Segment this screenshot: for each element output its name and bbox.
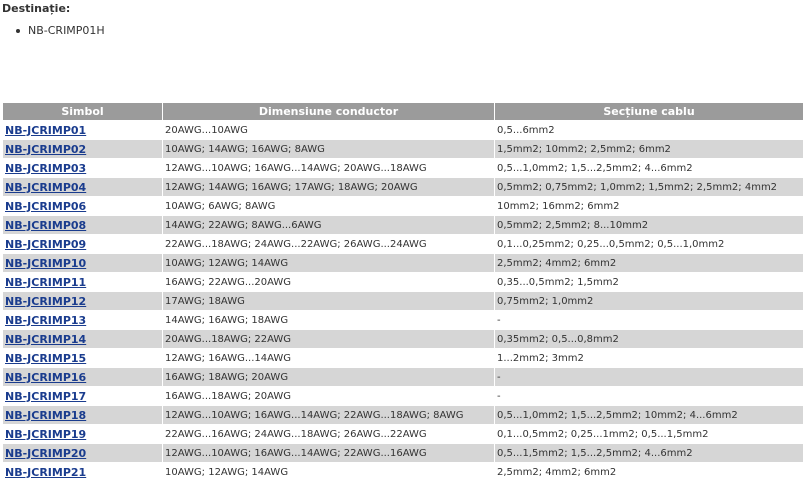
section-cell: -	[495, 368, 803, 386]
section-cell: 0,75mm2; 1,0mm2	[495, 292, 803, 310]
symbol-link[interactable]: NB-JCRIMP03	[5, 161, 87, 175]
section-cell: 0,35...0,5mm2; 1,5mm2	[495, 273, 803, 291]
symbol-link[interactable]: NB-JCRIMP21	[5, 465, 87, 479]
table-row	[3, 311, 803, 329]
symbol-link[interactable]: NB-JCRIMP11	[5, 275, 87, 289]
table-row	[3, 349, 803, 367]
section-cell: 10mm2; 16mm2; 6mm2	[495, 197, 803, 215]
header-section: Secțiune cablu	[495, 103, 803, 120]
conductor-cell: 16AWG; 18AWG; 20AWG	[163, 368, 494, 386]
symbol-cell	[3, 273, 162, 291]
conductor-cell: 20AWG...18AWG; 22AWG	[163, 330, 494, 348]
section-cell: 0,1...0,25mm2; 0,25...0,5mm2; 0,5...1,0mm2	[495, 235, 803, 253]
symbol-link[interactable]: NB-JCRIMP17	[5, 389, 87, 403]
table-header-row	[3, 103, 803, 120]
conductor-cell: 12AWG; 16AWG...14AWG	[163, 349, 494, 367]
symbol-link[interactable]: NB-JCRIMP18	[5, 408, 87, 422]
conductor-cell: 10AWG; 12AWG; 14AWG	[163, 254, 494, 272]
section-cell: 0,5...1,0mm2; 1,5...2,5mm2; 4...6mm2	[495, 159, 803, 177]
symbol-cell	[3, 444, 162, 462]
section-cell: 0,5...1,5mm2; 1,5...2,5mm2; 4...6mm2	[495, 444, 803, 462]
conductor-cell: 10AWG; 12AWG; 14AWG	[163, 463, 494, 481]
table-row	[3, 216, 803, 234]
table-row	[3, 406, 803, 424]
symbol-cell	[3, 406, 162, 424]
table-row	[3, 273, 803, 291]
table-row	[3, 330, 803, 348]
symbol-cell	[3, 349, 162, 367]
conductor-cell: 17AWG; 18AWG	[163, 292, 494, 310]
table-row	[3, 387, 803, 405]
table-row	[3, 235, 803, 253]
conductor-cell: 12AWG...10AWG; 16AWG...14AWG; 22AWG...16AWG	[163, 444, 494, 462]
section-cell: 0,5mm2; 2,5mm2; 8...10mm2	[495, 216, 803, 234]
destination-item: NB-CRIMP01H	[16, 24, 105, 37]
table-row	[3, 121, 803, 139]
symbol-link[interactable]: NB-JCRIMP06	[5, 199, 87, 213]
conductor-cell: 14AWG; 16AWG; 18AWG	[163, 311, 494, 329]
symbol-cell	[3, 368, 162, 386]
conductor-cell: 12AWG...10AWG; 16AWG...14AWG; 20AWG...18AWG	[163, 159, 494, 177]
section-cell: 2,5mm2; 4mm2; 6mm2	[495, 254, 803, 272]
table-row	[3, 425, 803, 443]
symbol-cell	[3, 425, 162, 443]
table-row	[3, 254, 803, 272]
symbol-cell	[3, 387, 162, 405]
symbol-link[interactable]: NB-JCRIMP20	[5, 446, 87, 460]
conductor-cell: 10AWG; 6AWG; 8AWG	[163, 197, 494, 215]
conductor-cell: 12AWG; 14AWG; 16AWG; 17AWG; 18AWG; 20AWG	[163, 178, 494, 196]
symbol-cell	[3, 178, 162, 196]
section-cell: 0,5...1,0mm2; 1,5...2,5mm2; 10mm2; 4...6mm2	[495, 406, 803, 424]
conductor-cell: 12AWG...10AWG; 16AWG...14AWG; 22AWG...18AWG; 8AWG	[163, 406, 494, 424]
symbol-link[interactable]: NB-JCRIMP19	[5, 427, 87, 441]
symbol-link[interactable]: NB-JCRIMP10	[5, 256, 87, 270]
conductor-cell: 14AWG; 22AWG; 8AWG...6AWG	[163, 216, 494, 234]
conductor-cell: 16AWG...18AWG; 20AWG	[163, 387, 494, 405]
symbol-cell	[3, 463, 162, 481]
symbol-link[interactable]: NB-JCRIMP01	[5, 123, 87, 137]
conductor-cell: 22AWG...18AWG; 24AWG...22AWG; 26AWG...24AWG	[163, 235, 494, 253]
symbol-link[interactable]: NB-JCRIMP14	[5, 332, 87, 346]
conductor-cell: 16AWG; 22AWG...20AWG	[163, 273, 494, 291]
symbol-link[interactable]: NB-JCRIMP09	[5, 237, 87, 251]
section-cell: 0,35mm2; 0,5...0,8mm2	[495, 330, 803, 348]
table-row	[3, 197, 803, 215]
destination-label: Destinație:	[2, 2, 71, 15]
symbol-cell	[3, 254, 162, 272]
table-row	[3, 444, 803, 462]
symbol-cell	[3, 216, 162, 234]
conductor-cell: 20AWG...10AWG	[163, 121, 494, 139]
symbol-cell	[3, 311, 162, 329]
symbol-link[interactable]: NB-JCRIMP15	[5, 351, 87, 365]
table-row	[3, 463, 803, 481]
conductor-cell: 22AWG...16AWG; 24AWG...18AWG; 26AWG...22AWG	[163, 425, 494, 443]
section-cell: 1...2mm2; 3mm2	[495, 349, 803, 367]
symbol-link[interactable]: NB-JCRIMP16	[5, 370, 87, 384]
symbol-link[interactable]: NB-JCRIMP02	[5, 142, 87, 156]
symbol-link[interactable]: NB-JCRIMP13	[5, 313, 87, 327]
header-symbol: Simbol	[3, 103, 162, 120]
symbol-link[interactable]: NB-JCRIMP08	[5, 218, 87, 232]
table-row	[3, 178, 803, 196]
section-cell: 0,5mm2; 0,75mm2; 1,0mm2; 1,5mm2; 2,5mm2; 4mm2	[495, 178, 803, 196]
section-cell: 0,5...6mm2	[495, 121, 803, 139]
symbol-link[interactable]: NB-JCRIMP12	[5, 294, 87, 308]
header-conductor: Dimensiune conductor	[163, 103, 494, 120]
symbol-cell	[3, 235, 162, 253]
section-cell: -	[495, 311, 803, 329]
section-cell: 0,1...0,5mm2; 0,25...1mm2; 0,5...1,5mm2	[495, 425, 803, 443]
table-row	[3, 159, 803, 177]
symbol-link[interactable]: NB-JCRIMP04	[5, 180, 87, 194]
symbol-cell	[3, 330, 162, 348]
section-cell: -	[495, 387, 803, 405]
section-cell: 2,5mm2; 4mm2; 6mm2	[495, 463, 803, 481]
symbol-cell	[3, 197, 162, 215]
products-table	[2, 102, 804, 482]
table-row	[3, 368, 803, 386]
section-cell: 1,5mm2; 10mm2; 2,5mm2; 6mm2	[495, 140, 803, 158]
table-row	[3, 140, 803, 158]
symbol-cell	[3, 292, 162, 310]
destination-list	[16, 24, 105, 37]
symbol-cell	[3, 140, 162, 158]
table-row	[3, 292, 803, 310]
symbol-cell	[3, 121, 162, 139]
symbol-cell	[3, 159, 162, 177]
conductor-cell: 10AWG; 14AWG; 16AWG; 8AWG	[163, 140, 494, 158]
